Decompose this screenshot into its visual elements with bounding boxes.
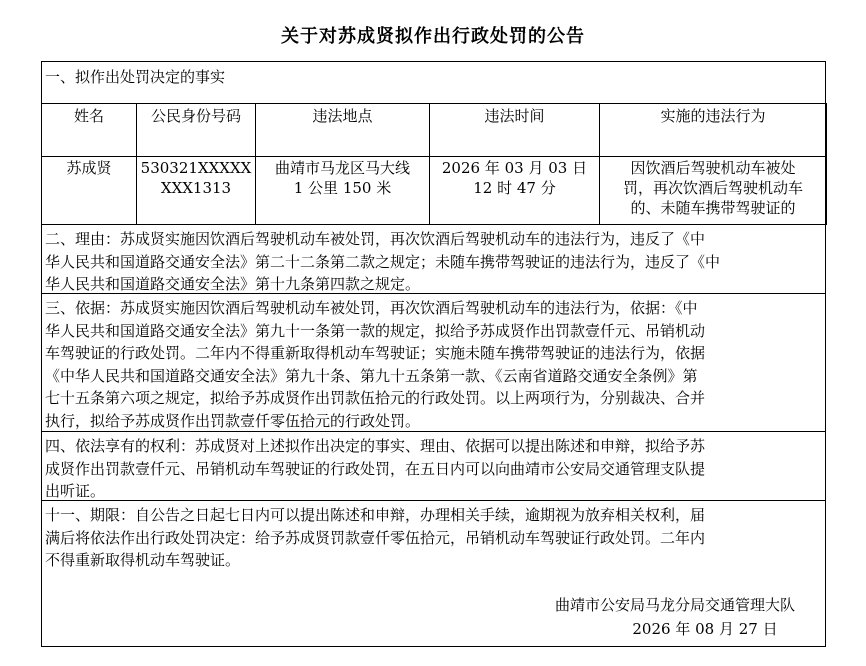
cell-behavior: 因饮酒后驾驶机动车被处 罚，再次饮酒后驾驶机动车 的、未随车携带驾驶证的 [600, 157, 827, 225]
reason-line: 华人民共和国道路交通安全法》第二十二条第二款之规定；未随车携带驾驶证的违法行为，违反了《中 [45, 252, 721, 271]
header-time: 违法时间 [430, 104, 600, 157]
reason-section [41, 224, 826, 293]
rights-line: 成贤作出罚款壹仟元、吊销机动车驾驶证的行政处罚，在五日内可以向曲靖市公安局交通管理支队提 [45, 459, 706, 478]
rights-line: 四、依法享有的权利：苏成贤对上述拟作出决定的事实、理由、依据可以提出陈述和申辩，拟给予苏 [45, 437, 706, 455]
deadline-line: 十一、期限：自公告之日起七日内可以提出陈述和申辩，办理相关手续，逾期视为放弃相关权利，届 [45, 506, 706, 524]
violation-table [41, 103, 826, 225]
signature-authority: 曲靖市公安局马龙分局交通管理大队 [554, 596, 795, 614]
header-behavior: 实施的违法行为 [600, 104, 827, 157]
basis-line: 华人民共和国道路交通安全法》第九十一条第一款的规定，拟给予苏成贤作出罚款壹仟元、吊销机动 [45, 321, 706, 340]
facts-section [41, 61, 826, 103]
reason-line: 华人民共和国道路交通安全法》第十九条第四款之规定。 [45, 275, 421, 293]
deadline-line: 不得重新取得机动车驾驶证。 [45, 551, 241, 569]
header-id-number: 公民身份号码 [137, 104, 256, 157]
basis-line: 七十五条第六项之规定，拟给予苏成贤作出罚款伍拾元的行政处罚。以上两项行为，分别裁决、合并 [45, 389, 706, 407]
deadline-line: 满后将依法作出行政处罚决定：给予苏成贤罚款壹仟零伍拾元，吊销机动车驾驶证行政处罚。二年内 [45, 528, 706, 547]
reason-line: 二、理由：苏成贤实施因饮酒后驾驶机动车被处罚，再次饮酒后驾驶机动车的违法行为，违反了《中 [45, 230, 706, 248]
cell-id-number: 530321XXXXX XXX1313 [137, 157, 256, 225]
signature-date: 2026 年 08 月 27 日 [632, 620, 778, 638]
basis-line: 车驾驶证的行政处罚。二年内不得重新取得机动车驾驶证；实施未随车携带驾驶证的违法行为，依据 [45, 344, 706, 362]
rights-line: 出听证。 [45, 482, 106, 500]
header-location: 违法地点 [256, 104, 430, 157]
header-name: 姓名 [42, 104, 137, 157]
table-header-row [42, 104, 827, 157]
cell-time: 2026 年 03 月 03 日 12 时 47 分 [430, 157, 600, 225]
rights-section [41, 431, 826, 500]
basis-line: 三、依据：苏成贤实施因饮酒后驾驶机动车被处罚，再次饮酒后驾驶机动车的违法行为，依据：《中 [45, 299, 698, 317]
page-title: 关于对苏成贤拟作出行政处罚的公告 [281, 26, 585, 47]
basis-line: 《中华人民共和国道路交通安全法》第九十条、第九十五条第一款、《云南省道路交通安全条例》第 [45, 366, 698, 385]
cell-name: 苏成贤 [42, 157, 137, 225]
basis-section [41, 293, 826, 431]
facts-heading: 一、拟作出处罚决定的事实 [45, 68, 226, 86]
cell-location: 曲靖市马龙区马大线 1 公里 150 米 [256, 157, 430, 225]
basis-line: 执行，拟给予苏成贤作出罚款壹仟零伍拾元的行政处罚。 [45, 411, 421, 430]
table-row [42, 157, 827, 225]
